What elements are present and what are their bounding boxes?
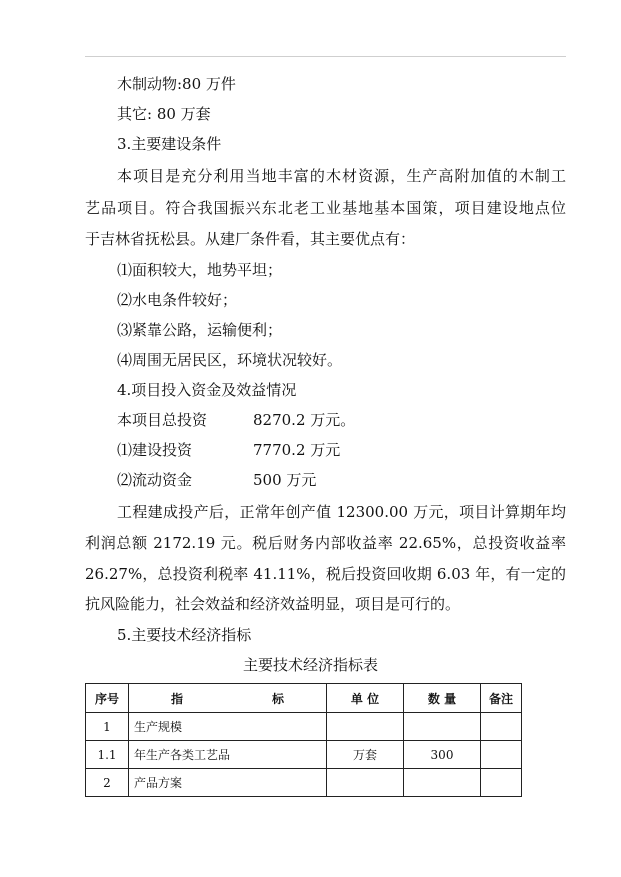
investment-working-capital-value: 500 万元 — [253, 471, 317, 489]
header-note: 备注 — [481, 684, 522, 713]
cell-quantity — [404, 713, 481, 741]
header-quantity: 数 量 — [404, 684, 481, 713]
advantage-2: ⑵水电条件较好； — [117, 291, 238, 309]
investment-total-value: 8270.2 万元。 — [253, 411, 356, 429]
investment-construction — [117, 440, 340, 460]
table-row — [86, 713, 522, 741]
para2-line1: 工程建成投产后，正常年创产值 12300.00 万元，项目计算期年均 — [117, 503, 566, 521]
cell-note — [481, 713, 522, 741]
advantage-3: ⑶紧靠公路，运输便利； — [117, 321, 283, 339]
heading-construction-conditions: 3.主要建设条件 — [117, 135, 222, 153]
heading-indicators: 5.主要技术经济指标 — [117, 626, 252, 644]
table-header-row — [86, 684, 522, 713]
cell-no: 1.1 — [86, 741, 129, 769]
advantage-4: ⑷周围无居民区，环境状况较好。 — [117, 351, 343, 369]
investment-total-label: 本项目总投资 — [117, 411, 208, 429]
para2-line3: 26.27%，总投资利税率 41.11%，税后投资回收期 6.03 年，有一定的 — [85, 565, 566, 583]
cell-indicator: 产品方案 — [129, 769, 327, 797]
para1-line1: 本项目是充分利用当地丰富的木材资源，生产高附加值的木制工 — [117, 167, 566, 185]
para2-line4: 抗风险能力，社会效益和经济效益明显，项目是可行的。 — [85, 595, 461, 613]
advantage-1: ⑴面积较大，地势平坦； — [117, 261, 283, 279]
para2-line2: 利润总额 2172.19 元。税后财务内部收益率 22.65%，总投资收益率 — [85, 534, 566, 552]
para1-line3: 于吉林省抚松县。从建厂条件看，其主要优点有： — [85, 230, 416, 248]
cell-note — [481, 741, 522, 769]
table-title: 主要技术经济指标表 — [242, 656, 378, 674]
cell-quantity: 300 — [404, 741, 481, 769]
cell-no: 2 — [86, 769, 129, 797]
investment-working-capital — [117, 470, 316, 490]
investment-construction-value: 7770.2 万元 — [253, 441, 341, 459]
cell-unit — [327, 713, 404, 741]
cell-unit: 万套 — [327, 741, 404, 769]
header-no: 序号 — [86, 684, 129, 713]
heading-investment: 4.项目投入资金及效益情况 — [117, 381, 297, 399]
indicators-table — [85, 683, 522, 797]
para1-line2: 艺品项目。符合我国振兴东北老工业基地基本国策，项目建设地点位 — [85, 199, 566, 217]
investment-construction-label: ⑴建设投资 — [117, 441, 193, 459]
header-indicator — [129, 684, 327, 713]
header-indicator-b: 标 — [271, 691, 284, 706]
table-row — [86, 769, 522, 797]
table-row — [86, 741, 522, 769]
line-wooden-animals: 木制动物:80 万件 — [117, 75, 236, 93]
header-unit: 单 位 — [327, 684, 404, 713]
cell-no: 1 — [86, 713, 129, 741]
header-rule — [85, 56, 566, 57]
investment-total — [117, 410, 355, 430]
line-others: 其它: 80 万套 — [117, 105, 211, 123]
cell-indicator: 生产规模 — [129, 713, 327, 741]
cell-quantity — [404, 769, 481, 797]
cell-unit — [327, 769, 404, 797]
cell-note — [481, 769, 522, 797]
header-indicator-a: 指 — [171, 691, 184, 706]
cell-indicator: 年生产各类工艺品 — [129, 741, 327, 769]
investment-working-capital-label: ⑵流动资金 — [117, 471, 193, 489]
